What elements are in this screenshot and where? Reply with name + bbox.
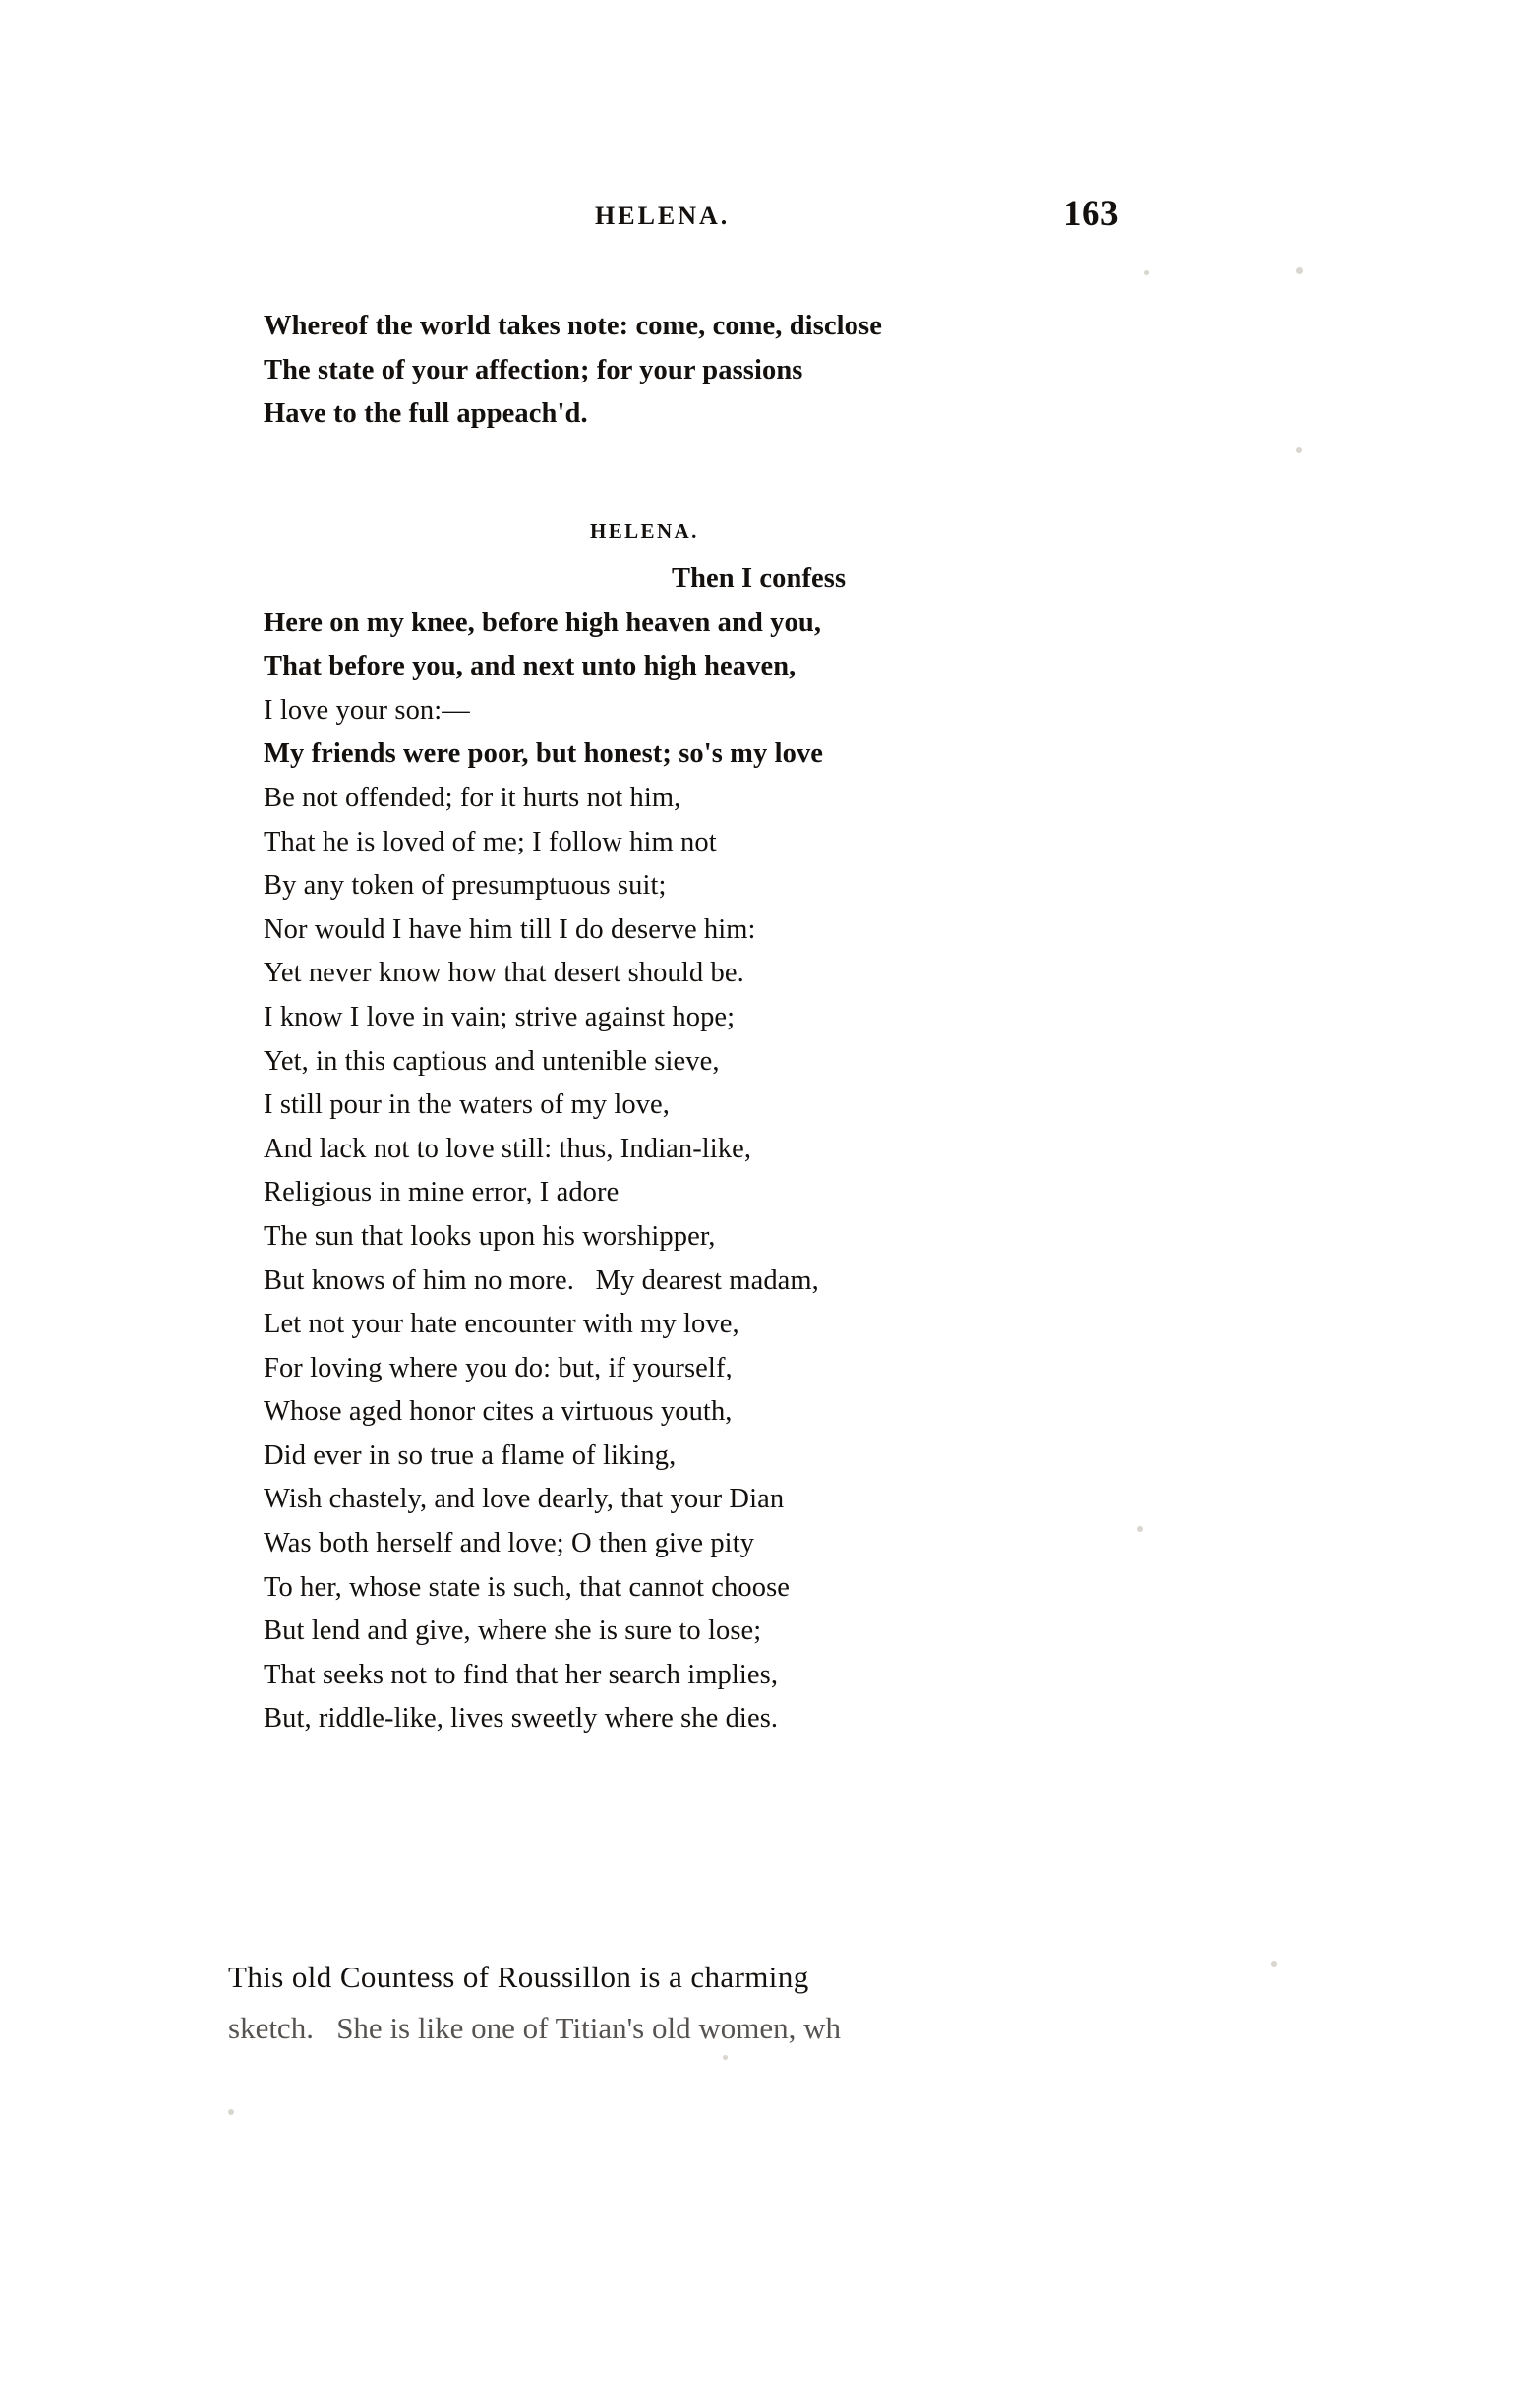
verse-line: But knows of him no more. My dearest madam, (264, 1264, 819, 1296)
prose-line: sketch. She is like one of Titian's old women, wh (228, 2011, 841, 2045)
verse-line: And lack not to love still: thus, Indian-like, (264, 1133, 752, 1164)
verse-line: That seeks not to find that her search implies, (264, 1659, 779, 1690)
paper-speck (228, 2109, 234, 2115)
verse-line: Was both herself and love; O then give pity (264, 1528, 755, 1559)
verse-line: I know I love in vain; strive against hope; (264, 1001, 736, 1032)
page-header (246, 194, 1288, 247)
verse-line: Wish chastely, and love dearly, that your Dian (264, 1484, 785, 1515)
verse-line: Be not offended; for it hurts not him, (264, 782, 681, 813)
verse-line: By any token of presumptuous suit; (264, 870, 667, 902)
running-title: HELENA. (595, 202, 731, 230)
speaker-label: HELENA. (590, 519, 699, 543)
verse-line: Whose aged honor cites a virtuous youth, (264, 1396, 733, 1428)
verse-line: The state of your affection; for your passions (264, 354, 803, 385)
verse-line: The sun that looks upon his worshipper, (264, 1220, 716, 1252)
verse-line: For loving where you do: but, if yourself, (264, 1352, 733, 1383)
verse-line: I love your son:— (264, 694, 470, 726)
verse-line: Let not your hate encounter with my love, (264, 1309, 739, 1340)
speech-countess (264, 305, 1306, 437)
verse-line: But, riddle-like, lives sweetly where she dies. (264, 1703, 779, 1734)
verse-line: Yet, in this captious and untenible sieve, (264, 1045, 720, 1077)
verse-line: Nor would I have him till I do deserve him: (264, 913, 756, 945)
verse-line: My friends were poor, but honest; so's my love (264, 738, 824, 770)
paper-speck (1144, 270, 1149, 275)
verse-line: Then I confess (672, 563, 847, 594)
prose-line: This old Countess of Roussillon is a charming (228, 1960, 809, 1994)
verse-line: But lend and give, where she is sure to lose; (264, 1615, 762, 1647)
verse-line: Did ever in so true a flame of liking, (264, 1439, 677, 1471)
paper-speck (723, 2055, 728, 2060)
verse-line: Yet never know how that desert should be. (264, 958, 744, 989)
paper-speck (1296, 447, 1302, 453)
verse-line: To her, whose state is such, that cannot choose (264, 1571, 791, 1603)
page-number: 163 (1063, 194, 1119, 234)
verse-line: Here on my knee, before high heaven and you, (264, 607, 822, 638)
verse-line: I still pour in the waters of my love, (264, 1089, 671, 1121)
speech-helena (264, 558, 1345, 1741)
paper-speck (1296, 267, 1303, 274)
verse-line: Whereof the world takes note: come, come, disclose (264, 311, 882, 341)
commentary-paragraph (228, 1952, 1339, 2054)
verse-line: That he is loved of me; I follow him not (264, 826, 717, 857)
verse-line: Have to the full appeach'd. (264, 398, 588, 430)
verse-line: Religious in mine error, I adore (264, 1177, 620, 1208)
verse-line: That before you, and next unto high heaven, (264, 651, 797, 682)
